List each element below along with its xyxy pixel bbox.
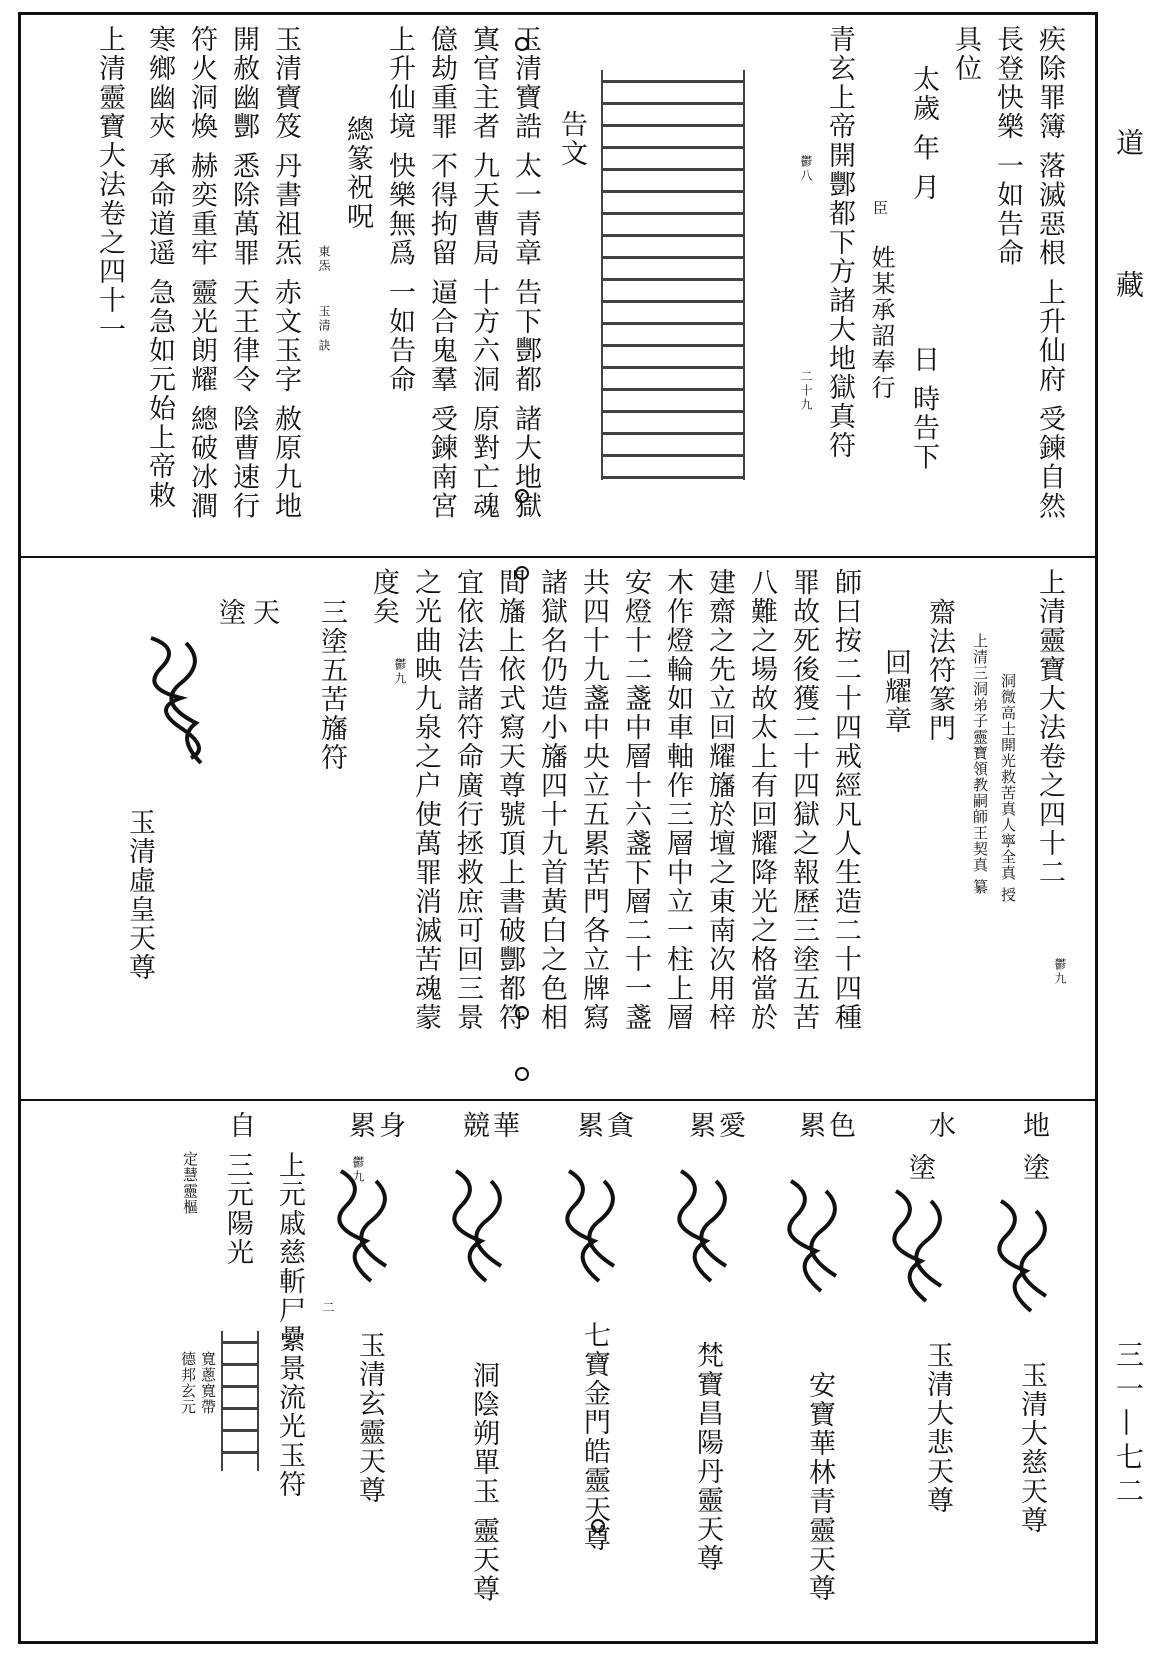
- talisman-label: 色: [824, 1111, 855, 1140]
- small-note: 鬱九: [1053, 958, 1067, 986]
- small-note: 鬱八: [799, 155, 813, 183]
- talisman-script-icon: [554, 1161, 634, 1331]
- circle-mark-icon: [515, 1006, 529, 1020]
- section-heading: 回耀章: [880, 648, 911, 735]
- talisman-seal-icon: [221, 1331, 259, 1471]
- talisman-label: 地: [1018, 1111, 1049, 1140]
- talisman-label: 累: [684, 1111, 715, 1140]
- page-number: 三一—七二: [1112, 1340, 1145, 1510]
- text-column: 上元戚慈斬尸纍景流光玉符: [274, 1151, 305, 1499]
- text-column: 億劫重罪 不得拘留 逼合鬼羣 受鍊南宮: [426, 25, 457, 521]
- talisman-label: 水: [924, 1111, 955, 1140]
- talisman-script-icon: [131, 628, 221, 778]
- deity-name: 安寶華林青靈天尊: [804, 1371, 835, 1603]
- text-column: 總篆祝呪: [342, 115, 373, 231]
- circle-mark-icon: [591, 1519, 605, 1533]
- section-heading: 告文: [556, 110, 587, 168]
- talisman-label: 累: [572, 1111, 603, 1140]
- talisman-label: 貪: [602, 1111, 633, 1140]
- deity-name: 玉清玄靈天尊: [354, 1331, 385, 1505]
- talisman-script-icon: [986, 1191, 1066, 1351]
- small-note: 臣: [871, 200, 889, 216]
- circle-mark-icon: [515, 566, 529, 580]
- text-column: 三元陽光: [222, 1151, 253, 1267]
- talisman-label: 累: [344, 1111, 375, 1140]
- page-frame: [18, 12, 1098, 1644]
- small-note: 玉清 訣: [317, 305, 331, 353]
- text-column: 疾除罪簿 落滅惡根 上升仙府 受鍊自然: [1034, 25, 1065, 521]
- text-column: 太歲 年 月: [908, 65, 939, 203]
- text-column: 上升仙境 快樂無爲 一如告命: [384, 25, 415, 395]
- talisman-label: 自: [224, 1111, 255, 1140]
- small-note: 二十九: [799, 370, 813, 412]
- deity-name: 洞陰朔單玉 靈天尊: [468, 1361, 499, 1604]
- deity-name: 玉清大悲天尊: [922, 1341, 953, 1515]
- text-column: 日 時告下: [908, 345, 939, 472]
- text-column: 間旛上依式寫天尊號頂上書破酆都符: [494, 568, 525, 1032]
- deity-name: 七寶金門皓靈天尊: [579, 1321, 610, 1553]
- section-heading: 三塗五苦旛符: [316, 598, 347, 772]
- section-heading: 齋法符篆門: [924, 598, 955, 743]
- text-column: 師曰按二十四戒經凡人生造二十四種: [830, 568, 861, 1032]
- small-note: 二: [321, 1301, 335, 1315]
- talisman-label: 身: [374, 1111, 405, 1140]
- text-column: 宜依法告諸符命廣行拯救庶可回三景: [452, 568, 483, 1032]
- band-2: [21, 558, 1095, 1101]
- talisman-label: 華: [488, 1111, 519, 1140]
- circle-mark-icon: [515, 489, 529, 503]
- text-column: 玉清寶笈 丹書祖炁 赤文玉字 赦原九地: [270, 25, 301, 521]
- text-column: 具位: [950, 25, 981, 83]
- text-column: 青玄上帝開酆都下方諸大地獄真符: [824, 25, 855, 460]
- talisman-script-icon: [441, 1161, 521, 1341]
- author-line: 上清三洞弟子靈寶領教嗣師王契真 纂: [971, 633, 989, 895]
- margin-title-2: 藏: [1112, 270, 1145, 298]
- talisman-label: 塗: [214, 598, 245, 627]
- text-column: 度矣: [368, 568, 399, 626]
- text-column: 長登快樂 一如告命: [992, 25, 1023, 268]
- talisman-seal-icon: [601, 70, 745, 480]
- text-column: 符火洞煥 赫奕重牢 靈光朗耀 總破冰澗: [186, 25, 217, 521]
- text-column: 八難之場故太上有回耀降光之格當於: [746, 568, 777, 1032]
- talisman-label: 競: [458, 1111, 489, 1140]
- circle-mark-icon: [515, 37, 529, 51]
- text-column: 建齋之先立回耀旛於壇之東南次用梓: [704, 568, 735, 1032]
- text-column: 寘官主者 九天曹局 十方六洞 原對亡魂: [468, 25, 499, 521]
- text-column: 玉清寶誥 太一青章 告下酆都 諸大地獄: [510, 25, 541, 521]
- volume-title: 上清靈寶大法卷之四十二: [1034, 568, 1065, 887]
- band-1: [21, 15, 1095, 558]
- text-column: 姓某承詔奉行: [867, 245, 895, 401]
- author-line: 洞微高士開光救苦真人寧全真 授: [999, 673, 1017, 903]
- circle-mark-icon: [515, 1067, 529, 1081]
- band-3: [21, 1101, 1095, 1641]
- text-column: 木作燈輪如車軸作三層中立一柱上層: [662, 568, 693, 1032]
- deity-name: 玉清虛皇天尊: [124, 808, 155, 982]
- text-column: 之光曲映九泉之户使萬罪消滅苦魂蒙: [410, 568, 441, 1032]
- small-note: 鬱九: [393, 658, 407, 686]
- text-column: 定慧靈樞: [181, 1151, 199, 1215]
- text-column: 罪故死後獲二十四獄之報歷三塗五苦: [788, 568, 819, 1032]
- talisman-label: 累: [794, 1111, 825, 1140]
- text-column: 寒鄉幽夾 承命道遥 急急如元始上帝敕: [144, 25, 175, 511]
- margin-title-1: 道: [1112, 128, 1145, 156]
- text-column: 上清靈寶大法卷之四十一: [94, 25, 125, 344]
- text-column: 諸獄名仍造小旛四十九首黃白之色相: [536, 568, 567, 1032]
- text-column: 寬蔥寬帶: [199, 1351, 217, 1415]
- talisman-script-icon: [776, 1171, 856, 1341]
- small-note: 東炁: [317, 245, 331, 273]
- talisman-script-icon: [881, 1181, 961, 1351]
- talisman-script-icon: [326, 1161, 406, 1311]
- deity-name: 梵寶昌陽丹靈天尊: [692, 1341, 723, 1573]
- talisman-label: 塗: [904, 1153, 935, 1182]
- small-note: 鬱九: [351, 1156, 365, 1184]
- text-column: 安燈十二盞中層十六盞下層二十一盞: [620, 568, 651, 1032]
- talisman-label: 塗: [1018, 1153, 1049, 1182]
- text-column: 共四十九盞中央立五累苦門各立牌寫: [578, 568, 609, 1032]
- talisman-label: 愛: [714, 1111, 745, 1140]
- text-column: 開赦幽酆 悉除萬罪 天王律令 陰曹速行: [228, 25, 259, 521]
- text-column: 德邦玄元: [179, 1351, 197, 1415]
- deity-name: 玉清大慈天尊: [1016, 1361, 1047, 1535]
- talisman-script-icon: [666, 1161, 746, 1331]
- talisman-label: 天: [248, 598, 279, 627]
